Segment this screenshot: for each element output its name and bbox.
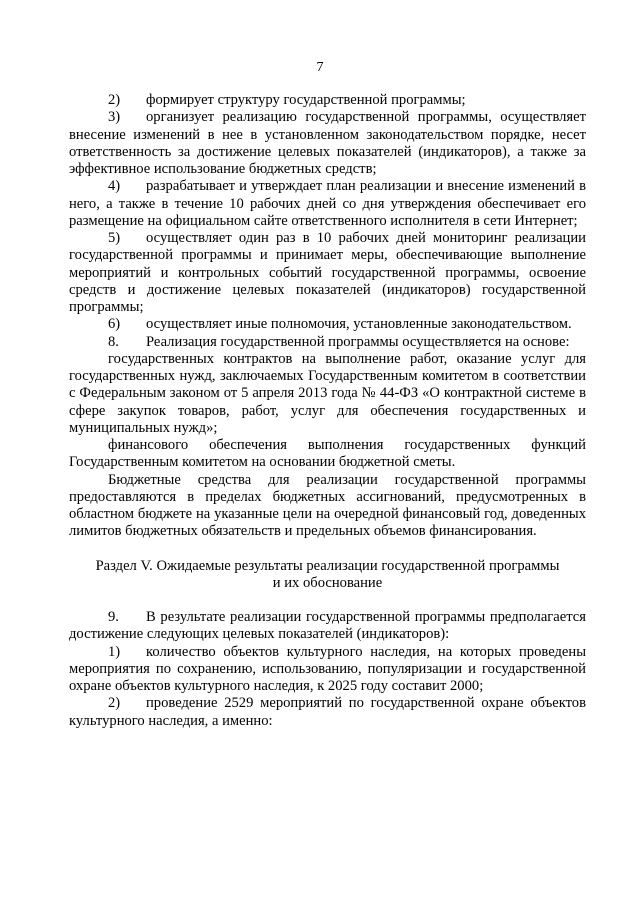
item-text: В результате реализации государственной программы предполагается достижение следующих целевых показателей (индикаторов): (69, 609, 586, 643)
list-item (69, 230, 586, 316)
item-text: разрабатывает и утверждает план реализации и внесение изменений в него, а также в течение 10 рабочих дней со дня утверждения обеспечивает его размещение на официальном сайте ответственного исполнителя в сети Интернет; (69, 178, 586, 229)
item-text: осуществляет иные полномочия, установленные законодательством. (146, 316, 572, 333)
item-number: 3) (108, 109, 121, 126)
item-text: проведение 2529 мероприятий по государственной охране объектов культурного наследия, а именно: (69, 695, 586, 729)
basis-paragraph: финансового обеспечения выполнения государственных функций Государственным комитетом на основании бюджетной сметы. (69, 437, 586, 471)
section-heading-line-1: Раздел V. Ожидаемые результаты реализации государственной программы (95, 557, 560, 574)
document-body (69, 92, 586, 730)
list-item (69, 109, 586, 178)
list-item (69, 92, 586, 109)
item-number: 2) (108, 695, 121, 712)
item-text: количество объектов культурного наследия, на которых проведены мероприятия по сохранению, использованию, популяризации и государственной охране объектов культурного наследия, к 2025 году составит 2000; (69, 643, 586, 694)
list-item (69, 178, 586, 230)
clause-8 (69, 334, 586, 351)
item-text: формирует структуру государственной программы; (146, 92, 466, 108)
item-text: осуществляет один раз в 10 рабочих дней мониторинг реализации государственной программы и принимает меры, обеспечивающие выполнение мероприятий и контрольных событий государственной программы, освоение средств и достижение целевых показателей (индикаторов) государственной программы; (69, 230, 586, 315)
indicator-item (69, 644, 586, 696)
item-number: 6) (108, 316, 121, 333)
item-number: 1) (108, 643, 121, 660)
indicator-item (69, 695, 586, 730)
basis-paragraph: государственных контрактов на выполнение работ, оказание услуг для государственных нужд, заключаемых Государственным комитетом в соответствии с Федеральным законом от 5 апреля 2013 года № 44-ФЗ «О контрактной системе в сфере закупок товаров, работ, услуг для обеспечения государственных и муниципальных нужд»; (69, 350, 586, 436)
item-text: организует реализацию государственной программы, осуществляет внесение изменений в нее в установленном законодательством порядке, несет ответственность за достижение целевых показателей (индикаторов), а также за эффективное использование бюджетных средств; (69, 109, 586, 177)
section-heading-line-2: и их обоснование (272, 574, 383, 591)
item-number: 8. (108, 333, 119, 350)
item-number: 5) (108, 230, 121, 246)
clause-9 (69, 609, 586, 644)
page-number: 7 (316, 60, 324, 75)
budget-paragraph: Бюджетные средства для реализации государственной программы предоставляются в пределах бюджетных ассигнований, предусмотренных в областном бюджете на указанные цели на очередной финансовый год, доведенных лимитов бюджетных обязательств и предельных объемов финансирования. (69, 471, 586, 540)
item-number: 4) (108, 178, 121, 195)
spacer (69, 541, 586, 558)
list-item (69, 316, 586, 333)
spacer (69, 592, 586, 609)
item-number: 2) (108, 92, 121, 108)
item-text: Реализация государственной программы осуществляется на основе: (146, 333, 570, 350)
item-number: 9. (108, 609, 119, 625)
